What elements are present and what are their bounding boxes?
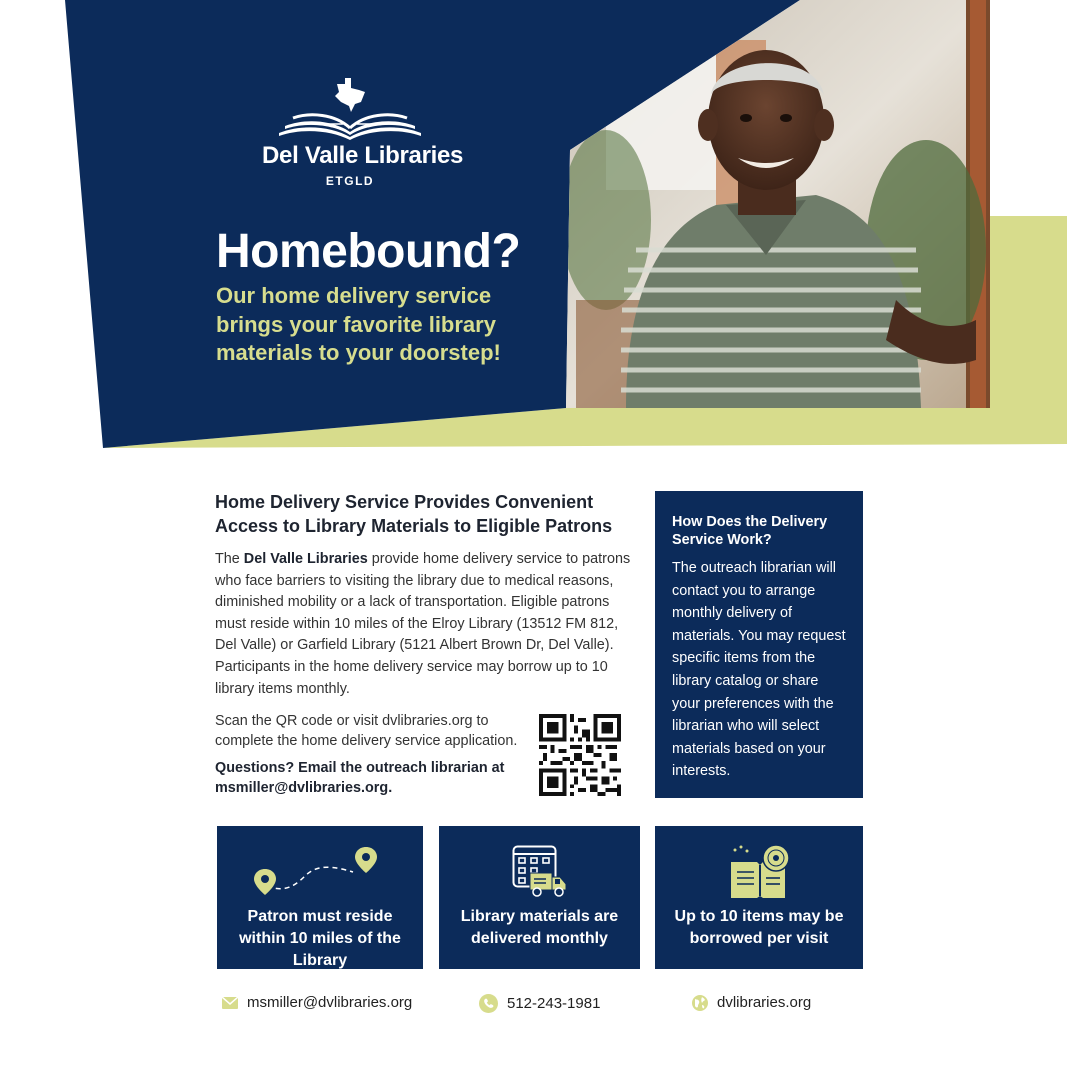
feature-label-distance: Patron must reside within 10 miles of the Library <box>239 908 401 969</box>
how-it-works-title: How Does the Delivery Service Work? <box>672 514 828 548</box>
contact-website-text[interactable]: dvlibraries.org <box>717 994 812 1011</box>
feature-label-delivery: Library materials are delivered monthly <box>460 908 619 947</box>
feature-card-delivery <box>439 826 640 969</box>
feature-card-distance <box>217 826 423 969</box>
calendar-truck-icon <box>512 845 568 899</box>
map-route-icon <box>253 846 379 896</box>
feature-card-items <box>655 826 863 969</box>
logo-name: Del Valle Libraries <box>262 142 464 169</box>
how-it-works-body: The outreach librarian will contact you to arrange monthly delivery of materials. You may request specific items from the library catalog or share your preferences with the librarian who will select materials based on your interests. <box>672 560 846 780</box>
intro-body-library-name: Del Valle Libraries <box>243 551 368 567</box>
open-book-texas-icon <box>275 78 425 140</box>
library-logo <box>262 78 464 188</box>
intro-body-rest: provide home delivery service to patrons who face barriers to visiting the library due to medical reasons, diminished mobility or a lack of transportation. Eligible patrons must reside within 10 miles of the Elroy Library (13512 FM 812, Del Valle) or Garfield Library (5121 Albert Brown Dr, Del Valle). Participants in the home delivery service may borrow up to 10 library items monthly. <box>215 551 631 697</box>
contact-website[interactable] <box>692 994 811 1011</box>
contact-phone[interactable] <box>479 994 600 1013</box>
scan-instructions: Scan the QR code or visit dvlibraries.org to complete the home delivery service application. <box>215 713 518 749</box>
hero-subhead: Our home delivery service brings your favorite library materials to your doorstep! <box>216 283 501 365</box>
intro-body <box>215 549 635 700</box>
qr-code[interactable] <box>539 714 621 796</box>
book-disc-icon <box>729 844 791 900</box>
intro-body-prefix: The <box>215 551 244 567</box>
hero-headline: Homebound? <box>216 225 521 278</box>
contact-email-text[interactable]: msmiller@dvlibraries.org <box>247 994 413 1011</box>
contact-email[interactable] <box>222 994 412 1011</box>
questions-contact: Questions? Email the outreach librarian at msmiller@dvlibraries.org. <box>215 760 505 796</box>
feature-label-items: Up to 10 items may be borrowed per visit <box>674 908 844 947</box>
how-it-works-box <box>655 491 863 798</box>
hero-photo <box>566 0 990 408</box>
section-title: Home Delivery Service Provides Convenient Access to Library Materials to Eligible Patrons <box>215 492 613 536</box>
envelope-icon <box>222 997 238 1009</box>
contact-phone-text[interactable]: 512-243-1981 <box>507 995 601 1012</box>
globe-icon <box>692 995 708 1011</box>
logo-subtitle: ETGLD <box>325 174 375 188</box>
phone-icon <box>479 994 498 1013</box>
